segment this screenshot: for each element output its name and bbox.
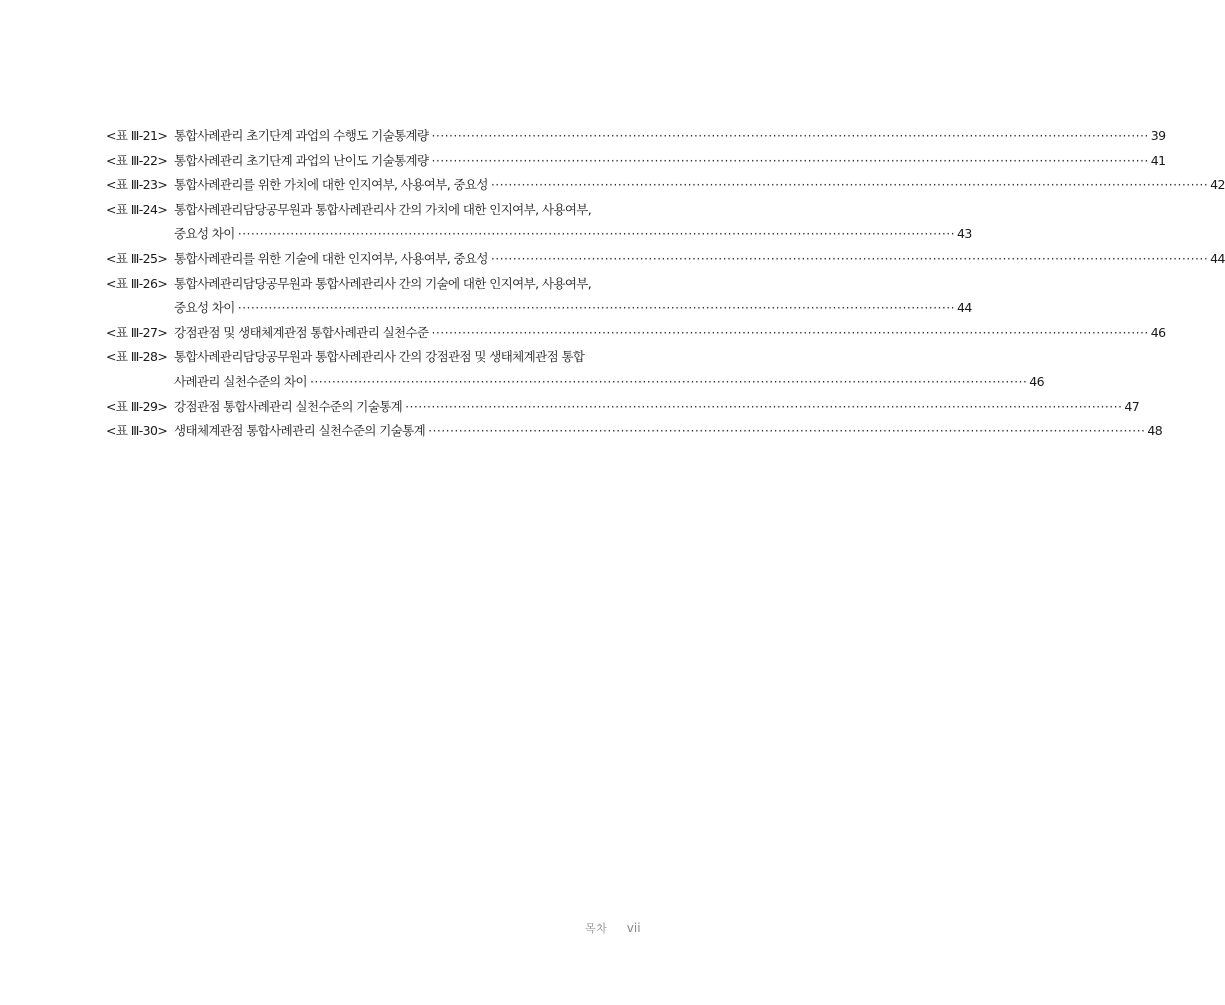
page-number: 44 <box>1210 250 1225 266</box>
page-number: 47 <box>1124 398 1140 414</box>
toc-entry[interactable] <box>106 321 1166 346</box>
table-label: <표 Ⅲ-29> <box>106 398 168 414</box>
entry-title-continued: 사례관리 실천수준의 차이 <box>174 373 307 389</box>
dot-leader <box>405 395 1122 420</box>
entry-title: 통합사례관리를 위한 기술에 대한 인지여부, 사용여부, 중요성 <box>174 250 488 266</box>
entry-title: 통합사례관리담당공무원과 통합사례관리사 간의 가치에 대한 인지여부, 사용여부, <box>174 201 592 217</box>
dot-leader <box>431 149 1148 174</box>
entry-title: 강점관점 통합사례관리 실천수준의 기술통계 <box>174 398 403 414</box>
entry-title-continued: 중요성 차이 <box>174 226 235 242</box>
table-label: <표 Ⅲ-21> <box>106 128 168 143</box>
dot-leader <box>238 222 955 247</box>
table-label: <표 Ⅲ-24> <box>106 201 168 217</box>
page-number: 48 <box>1147 423 1163 439</box>
table-label: <표 Ⅲ-22> <box>106 152 168 168</box>
page-number: 43 <box>957 226 972 242</box>
footer-section-title: 목차 <box>585 922 608 935</box>
table-label: <표 Ⅲ-28> <box>106 349 168 365</box>
table-label: <표 Ⅲ-23> <box>106 177 168 193</box>
toc-entry[interactable] <box>106 247 1225 272</box>
table-label: <표 Ⅲ-26> <box>106 275 168 291</box>
page-number: 46 <box>1150 324 1166 340</box>
toc-entry[interactable] <box>106 419 1163 444</box>
entry-title: 강점관점 및 생태체계관점 통합사례관리 실천수준 <box>174 324 429 340</box>
toc-entry[interactable] <box>106 198 972 247</box>
entry-title: 통합사례관리 초기단계 과업의 수행도 기술통계량 <box>174 128 429 143</box>
table-label: <표 Ⅲ-27> <box>106 324 168 340</box>
entry-title: 생태체계관점 통합사례관리 실천수준의 기술통계 <box>174 423 426 439</box>
dot-leader <box>238 296 955 321</box>
toc-entry[interactable] <box>106 395 1140 420</box>
toc-entry[interactable] <box>106 272 972 321</box>
toc-entry[interactable] <box>106 124 1166 149</box>
page-number: 41 <box>1150 152 1166 168</box>
entry-title-continued: 중요성 차이 <box>174 300 235 316</box>
page-footer <box>585 920 641 936</box>
page-number: 44 <box>957 300 972 316</box>
page-number: 42 <box>1210 177 1225 193</box>
dot-leader <box>310 370 1027 395</box>
entry-title: 통합사례관리담당공무원과 통합사례관리사 간의 기술에 대한 인지여부, 사용여부, <box>174 275 592 291</box>
dot-leader <box>431 124 1148 149</box>
page-number: 39 <box>1150 128 1166 143</box>
table-label: <표 Ⅲ-25> <box>106 250 168 266</box>
table-label: <표 Ⅲ-30> <box>106 423 168 439</box>
toc-entry[interactable] <box>106 173 1225 198</box>
entry-title: 통합사례관리 초기단계 과업의 난이도 기술통계량 <box>174 152 429 168</box>
entry-title: 통합사례관리담당공무원과 통합사례관리사 간의 강점관점 및 생태체계관점 통합 <box>174 349 585 365</box>
page-number: 46 <box>1029 373 1044 389</box>
entry-title: 통합사례관리를 위한 가치에 대한 인지여부, 사용여부, 중요성 <box>174 177 488 193</box>
dot-leader <box>431 321 1148 346</box>
dot-leader <box>428 419 1145 444</box>
footer-page-number: vii <box>626 921 641 935</box>
toc-entry[interactable] <box>106 149 1166 174</box>
dot-leader <box>491 247 1208 272</box>
dot-leader <box>491 173 1208 198</box>
table-of-contents <box>106 124 1225 444</box>
toc-entry[interactable] <box>106 345 1044 394</box>
